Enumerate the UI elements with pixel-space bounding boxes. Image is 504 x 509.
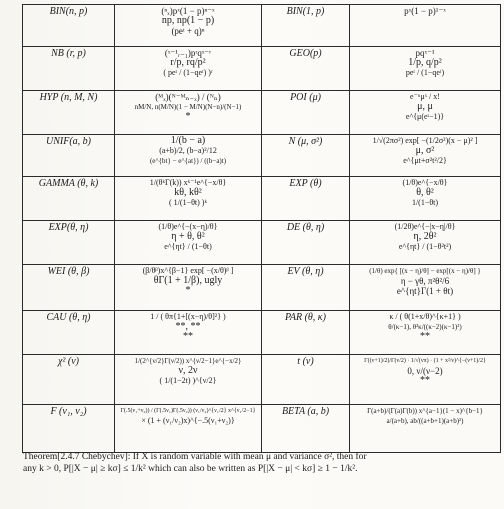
distribution-name: χ² (ν)	[23, 355, 115, 405]
distribution-formulas	[350, 5, 501, 47]
table-row	[23, 5, 501, 47]
distribution-formulas	[350, 405, 501, 453]
distribution-formulas	[350, 221, 501, 265]
pdf-formula: pˣ(1 − p)¹⁻ˣ	[404, 6, 446, 16]
pdf-formula: (1/θ) exp{ [(x − η)/θ] − exp[(x − η)/θ] }	[369, 267, 481, 275]
distribution-formulas	[350, 311, 501, 355]
distribution-name: EV (θ, η)	[262, 265, 350, 311]
table-row	[23, 91, 501, 135]
mgf-formula: *	[185, 285, 191, 296]
distribution-name: PAR (θ, κ)	[262, 311, 350, 355]
mean-variance: μ, σ²	[415, 145, 435, 156]
table-row	[23, 177, 501, 221]
distribution-name: F (ν₁, ν₂)	[23, 405, 115, 453]
mean-variance: θ/(κ−1), θ²κ/((κ−2)(κ−1)²)	[388, 323, 462, 331]
distribution-name: HYP (n, M, N)	[23, 91, 115, 135]
table-row	[23, 135, 501, 177]
chebychev-theorem	[23, 451, 493, 475]
distribution-formulas	[350, 47, 501, 91]
mean-variance: kθ, kθ²	[174, 187, 202, 198]
mean-variance: **, **	[175, 321, 201, 332]
distribution-formulas	[115, 405, 262, 453]
mean-variance: a/(a+b), ab/((a+b+1)(a+b)²)	[386, 417, 464, 425]
mgf-formula: e^{ηt}Γ(1 + θt)	[396, 286, 454, 296]
distribution-name: BIN(n, p)	[23, 5, 115, 47]
distribution-name: EXP (θ)	[262, 177, 350, 221]
table-row	[23, 47, 501, 91]
distribution-formulas	[115, 47, 262, 91]
distribution-name: POI (μ)	[262, 91, 350, 135]
theorem-line: Theorem[2.4.7 Chebychev]: If X is random variable with mean μ and variance σ², then for	[23, 452, 367, 462]
mgf-formula: ( 1/(1−2t) )^{ν/2}	[159, 376, 217, 385]
mgf-formula: 1/(1−θt)	[411, 198, 439, 207]
distribution-name: DE (θ, η)	[262, 221, 350, 265]
mean-variance: μ, μ	[417, 101, 433, 112]
pdf-formula: 1/(2^{ν/2}Γ(ν/2)) x^{ν/2−1}e^{−x/2}	[134, 357, 242, 365]
distribution-formulas	[350, 135, 501, 177]
distribution-name: EXP(θ, η)	[23, 221, 115, 265]
mean-variance: 1/p, q/p²	[408, 57, 442, 68]
mean-variance: nM/N, n(M/N)(1 − M/N)(N−n)/(N−1)	[134, 103, 242, 111]
mgf-formula: (peᵗ + q)ⁿ	[171, 26, 205, 36]
pdf-formula: (ˣ⁻¹ᵣ₋₁)pʳqˣ⁻ʳ	[164, 48, 212, 58]
mgf-formula: peᵗ / (1−qeᵗ)	[405, 68, 445, 77]
mgf-formula: ( 1/(1−θt) )ᵏ	[169, 198, 207, 207]
distribution-name: BIN(1, p)	[262, 5, 350, 47]
mgf-formula: **	[183, 331, 193, 342]
mean-variance: 0, ν/(ν−2)	[407, 366, 443, 376]
pdf-formula: (ⁿₓ)pˣ(1 − p)ⁿ⁻ˣ	[161, 6, 215, 16]
distribution-formulas	[115, 221, 262, 265]
pdf-formula: 1/√(2πσ²) exp[ −(1/2σ²)(x − μ)² ]	[372, 136, 478, 145]
theorem-line: any k > 0, P[|X − μ| ≥ kσ] ≤ 1/k² which can also be written as P[|X − μ| < kσ] ≥ 1 − 1/k².	[23, 464, 358, 474]
distribution-name: GAMMA (θ, k)	[23, 177, 115, 221]
mean-variance: η + θ, θ²	[171, 231, 205, 242]
mean-variance: np, np(1 − p)	[161, 15, 215, 26]
distribution-formulas	[350, 355, 501, 405]
mgf-formula: (e^{bt} − e^{at}) / ((b−a)t)	[149, 157, 227, 165]
distribution-formulas	[115, 177, 262, 221]
distribution-formulas	[350, 177, 501, 221]
pdf-formula: 1/(θᵏΓ(k)) xᵏ⁻¹e^{−x/θ}	[149, 178, 227, 187]
pdf-formula-continued: × (1 + (ν₁/ν₂)x)^{−.5(ν₁+ν₂)}	[141, 416, 235, 425]
distribution-name: N (μ, σ²)	[262, 135, 350, 177]
distribution-name: UNIF(a, b)	[23, 135, 115, 177]
pdf-formula: (1/θ)e^{−x/θ}	[402, 178, 448, 187]
distribution-name: NB (r, p)	[23, 47, 115, 91]
pdf-formula: e⁻ᵘμˣ / x!	[410, 92, 440, 101]
mean-variance: θΓ(1 + 1/β), ugly	[153, 275, 223, 286]
pdf-formula: (β/θᵝ)x^{β−1} exp[ −(x/θ)ᵝ ]	[142, 266, 234, 275]
mgf-formula: e^{ηt} / (1−θ²t²)	[398, 242, 452, 251]
mgf-formula: ( peᵗ / (1−qeᵗ) )ʳ	[163, 68, 213, 77]
distribution-formulas	[115, 355, 262, 405]
table-row	[23, 311, 501, 355]
mgf-formula: e^{ηt} / (1−θt)	[164, 242, 212, 251]
pdf-formula: pqˣ⁻¹	[415, 48, 435, 58]
pdf-formula: κ / ( θ(1+x/θ)^{κ+1} )	[389, 312, 461, 321]
table-row	[23, 221, 501, 265]
distribution-name: GEO(p)	[262, 47, 350, 91]
pdf-formula: (1/θ)e^{−(x−η)/θ}	[158, 222, 218, 231]
mean-variance: θ, θ²	[416, 187, 434, 198]
distribution-formulas	[115, 311, 262, 355]
distribution-name: t (ν)	[262, 355, 350, 405]
mgf-formula: **	[420, 331, 430, 342]
table-row	[23, 405, 501, 453]
distribution-formulas	[350, 91, 501, 135]
distribution-formulas	[115, 265, 262, 311]
pdf-formula: (ᴹₓ)(ᴺ⁻ᴹₙ₋ₓ) / (ᴺₙ)	[155, 92, 221, 102]
distribution-table	[22, 4, 501, 453]
distribution-formulas	[350, 265, 501, 311]
mgf-formula: **	[420, 375, 430, 386]
distribution-name: WEI (θ, β)	[23, 265, 115, 311]
pdf-formula: 1 / ( θπ{1+[(x−η)/θ]²} )	[150, 312, 226, 321]
pdf-formula: Γ(a+b)/(Γ(a)Γ(b)) x^{a−1}(1 − x)^{b−1}	[367, 407, 483, 415]
distribution-formulas	[115, 135, 262, 177]
mean-variance: ν, 2ν	[178, 365, 198, 376]
pdf-formula: Γ(.5(ν₁+ν₂)) / (Γ(.5ν₁)Γ(.5ν₂)) (ν₁/ν₂)^{ν₁/2} x^{ν₁/2−1}	[120, 408, 256, 414]
distribution-formulas	[115, 5, 262, 47]
mgf-formula: *	[185, 111, 191, 122]
mean-variance: r/p, rq/p²	[170, 57, 206, 68]
table-row	[23, 265, 501, 311]
pdf-formula: 1/(b − a)	[170, 135, 206, 146]
pdf-formula: (1/2θ)e^{−|x−η|/θ}	[394, 222, 456, 231]
distribution-formulas	[115, 91, 262, 135]
distribution-name: CAU (θ, η)	[23, 311, 115, 355]
mean-variance: η − γθ, π²θ²/6	[400, 276, 450, 286]
mgf-formula: e^{μt+σ²t²/2}	[403, 156, 447, 165]
pdf-formula: Γ((ν+1)/2)/Γ(ν/2) · 1/√(νπ) · (1 + x²/ν)^{−(ν+1)/2}	[364, 358, 486, 364]
table-row	[23, 355, 501, 405]
mgf-formula: e^{μ(eᵗ−1)}	[405, 112, 445, 121]
distribution-name: BETA (a, b)	[262, 405, 350, 453]
mean-variance: (a+b)/2, (b−a)²/12	[159, 146, 217, 155]
mean-variance: η, 2θ²	[413, 231, 437, 242]
